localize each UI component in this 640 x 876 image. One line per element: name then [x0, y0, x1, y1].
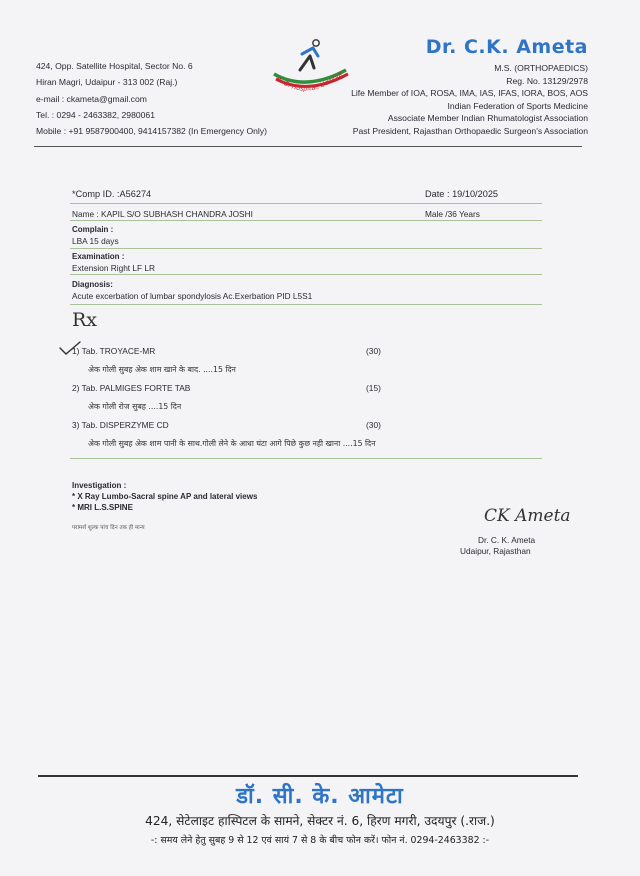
- clinic-address-block: [36, 58, 267, 139]
- signature-name: Dr. C. K. Ameta: [478, 535, 536, 545]
- doctor-signature: CK Ameta: [484, 506, 571, 526]
- address-line: Hiran Magri, Udaipur - 313 002 (Raj.): [36, 77, 178, 88]
- medicine-qty: (30): [366, 420, 381, 430]
- medicine-qty: (30): [366, 346, 381, 356]
- complain-value: LBA 15 days: [72, 236, 119, 246]
- doctor-name: Dr. C.K. Ameta: [425, 36, 588, 58]
- validity-note: परामर्श शुल्क पांच दिन तक ही मान्य: [72, 525, 145, 531]
- comp-id: *Comp ID. :A56274: [72, 189, 152, 199]
- examination-label: Examination :: [72, 252, 125, 261]
- examination-value: Extension Right LF LR: [72, 263, 156, 273]
- diagnosis-value: Acute excerbation of lumbar spondylosis Ac.Exerbation PID L5S1: [72, 291, 313, 301]
- divider: [70, 220, 542, 221]
- medicine-item: 3) Tab. DISPERZYME CD: [72, 420, 169, 430]
- medicine-instruction: अेक गोली सुबह अेक शाम खाने के बाद. ....15 दिन: [88, 365, 236, 374]
- patient-name: Name : KAPIL S/O SUBHASH CHANDRA JOSHI: [72, 209, 253, 219]
- divider: [70, 458, 542, 459]
- medicine-name: Tab. PALMIGES FORTE TAB: [81, 383, 191, 393]
- divider: [70, 274, 542, 275]
- medicine-item: 1) Tab. TROYACE-MR: [72, 346, 156, 356]
- medicine-item: 2) Tab. PALMIGES FORTE TAB: [72, 383, 191, 393]
- footer-doctor-name: डॉ. सी. के. आमेटा: [236, 784, 404, 809]
- mobile-line: Mobile : +91 9587900400, 9414157382 (In Emergency Only): [36, 126, 267, 137]
- footer-address: 424, सेटेलाइट हास्पिटल के सामने, सेक्टर नं. 6, हिरण मगरी, उदयपुर (.राज.): [145, 814, 495, 828]
- doctor-credentials-block: [351, 35, 588, 138]
- rx-symbol: Rx: [72, 309, 98, 331]
- medicine-instruction: अेक गोली सुबह अेक शाम पानी के साथ.गोली लेने के आधा घंटा आगे पिछे कुछ नही खाना ....15 दिन: [88, 439, 376, 448]
- medicine-name: Tab. DISPERZYME CD: [81, 420, 169, 430]
- credential-line: Life Member of IOA, ROSA, IMA, IAS, IFAS, IORA, BOS, AOS: [351, 88, 588, 99]
- investigation-label: Investigation :: [72, 481, 127, 490]
- credential-line: M.S. (ORTHOPAEDICS): [494, 63, 588, 73]
- hospital-logo: [266, 34, 356, 102]
- investigation-item: * X Ray Lumbo-Sacral spine AP and lateral views: [72, 492, 258, 501]
- divider: [70, 248, 542, 249]
- medicine-name: Tab. TROYACE-MR: [81, 346, 156, 356]
- footer-timing: -: समय लेने हेतु सुबह 9 से 12 एवं सायं 7 से 8 के बीच फोन करें। फोन नं. 0294-2463382 :-: [150, 835, 490, 846]
- email-line: e-mail : ckameta@gmail.com: [36, 93, 147, 104]
- credential-line: Past President, Rajasthan Orthopaedic Surgeon's Association: [352, 125, 588, 136]
- divider: [70, 304, 542, 305]
- credential-line: Associate Member Indian Rhumatologist Association: [387, 113, 588, 124]
- footer-divider: [38, 775, 578, 777]
- telephone-line: Tel. : 0294 - 2463382, 2980061: [36, 109, 155, 120]
- patient-sex-age: Male /36 Years: [425, 209, 480, 219]
- address-line: 424, Opp. Satellite Hospital, Sector No. 6: [36, 61, 193, 71]
- diagnosis-label: Diagnosis:: [72, 280, 113, 289]
- logo-text: A. O. Hospital, Udaipur: [274, 69, 345, 93]
- credential-line: Indian Federation of Sports Medicine: [447, 100, 588, 111]
- complain-label: Complain :: [72, 225, 114, 234]
- medicine-instruction: अेक गोली रोज सुबह ....15 दिन: [88, 402, 182, 411]
- medicine-qty: (15): [366, 383, 381, 393]
- prescription-date: Date : 19/10/2025: [425, 189, 499, 199]
- investigation-item: * MRI L.S.SPINE: [72, 503, 133, 512]
- header-divider: [34, 146, 582, 147]
- signature-place: Udaipur, Rajasthan: [460, 546, 531, 556]
- credential-line: Reg. No. 13129/2978: [506, 75, 588, 86]
- divider: [70, 203, 542, 204]
